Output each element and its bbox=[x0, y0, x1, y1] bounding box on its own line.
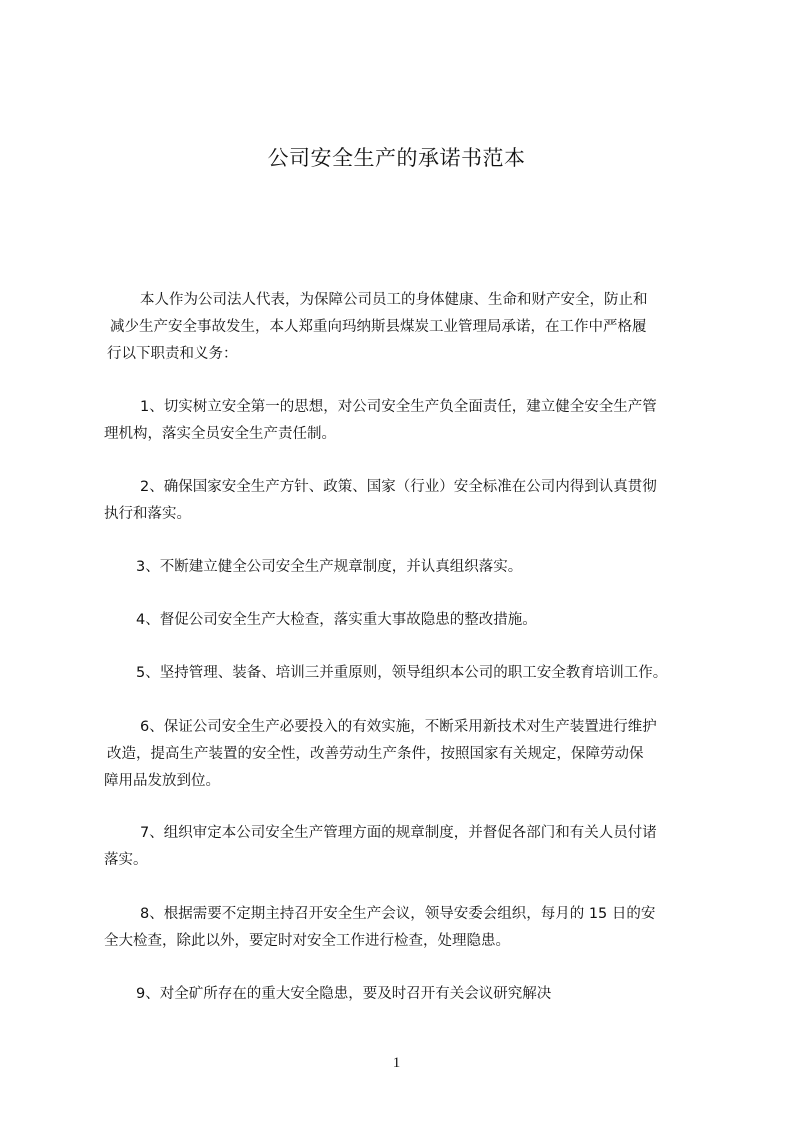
paragraph-line: 1、切实树立安全第一的思想，对公司安全生产负全面责任，建立健全安全生产管 bbox=[140, 399, 657, 415]
paragraph-line: 本人作为公司法人代表，为保障公司员工的身体健康、生命和财产安全，防止和 bbox=[140, 292, 648, 308]
paragraph-line: 执行和落实。 bbox=[104, 506, 191, 522]
paragraph-line: 9、对全矿所存在的重大安全隐患，要及时召开有关会议研究解决 bbox=[136, 986, 552, 1002]
paragraph-item-1 bbox=[104, 394, 724, 448]
paragraph-item-8 bbox=[104, 901, 724, 955]
paragraph-line: 4、督促公司安全生产大检查，落实重大事故隐患的整改措施。 bbox=[136, 612, 537, 628]
paragraph-item-4 bbox=[104, 607, 724, 634]
paragraph-item-9 bbox=[104, 981, 724, 1008]
paragraph-item-6 bbox=[104, 714, 724, 795]
paragraph-line: 3、不断建立健全公司安全生产规章制度，并认真组织落实。 bbox=[136, 559, 523, 575]
paragraph-line: 障用品发放到位。 bbox=[104, 773, 220, 789]
page-number: 1 bbox=[392, 1055, 401, 1071]
paragraph-line: 减少生产安全事故发生，本人郑重向玛纳斯县煤炭工业管理局承诺，在工作中严格履 bbox=[110, 319, 647, 335]
paragraph-item-2 bbox=[104, 474, 724, 528]
paragraph-line: 改造，提高生产装置的安全性，改善劳动生产条件，按照国家有关规定，保障劳动保 bbox=[107, 746, 644, 762]
paragraph-item-7 bbox=[104, 820, 724, 874]
paragraph-line: 落实。 bbox=[104, 852, 148, 868]
paragraph-line: 6、保证公司安全生产必要投入的有效实施，不断采用新技术对生产装置进行维护 bbox=[140, 719, 657, 735]
paragraph-item-5 bbox=[104, 660, 724, 687]
paragraph-item-3 bbox=[104, 554, 724, 581]
paragraph-line: 2、确保国家安全生产方针、政策、国家（行业）安全标准在公司内得到认真贯彻 bbox=[140, 479, 657, 495]
paragraph-line: 理机构，落实全员安全生产责任制。 bbox=[104, 426, 336, 442]
paragraph-line: 7、组织审定本公司安全生产管理方面的规章制度，并督促各部门和有关人员付诸 bbox=[140, 825, 657, 841]
paragraph-line: 5、坚持管理、装备、培训三并重原则，领导组织本公司的职工安全教育培训工作。 bbox=[136, 665, 668, 681]
paragraph-line: 全大检查，除此以外，要定时对安全工作进行检查，处理隐患。 bbox=[104, 933, 510, 949]
paragraph-line: 8、根据需要不定期主持召开安全生产会议，领导安委会组织，每月的 15 日的安 bbox=[140, 906, 656, 922]
paragraph-line: 行以下职责和义务： bbox=[107, 346, 238, 362]
paragraph-intro bbox=[104, 287, 724, 368]
document-title: 公司安全生产的承诺书范本 bbox=[267, 146, 526, 170]
